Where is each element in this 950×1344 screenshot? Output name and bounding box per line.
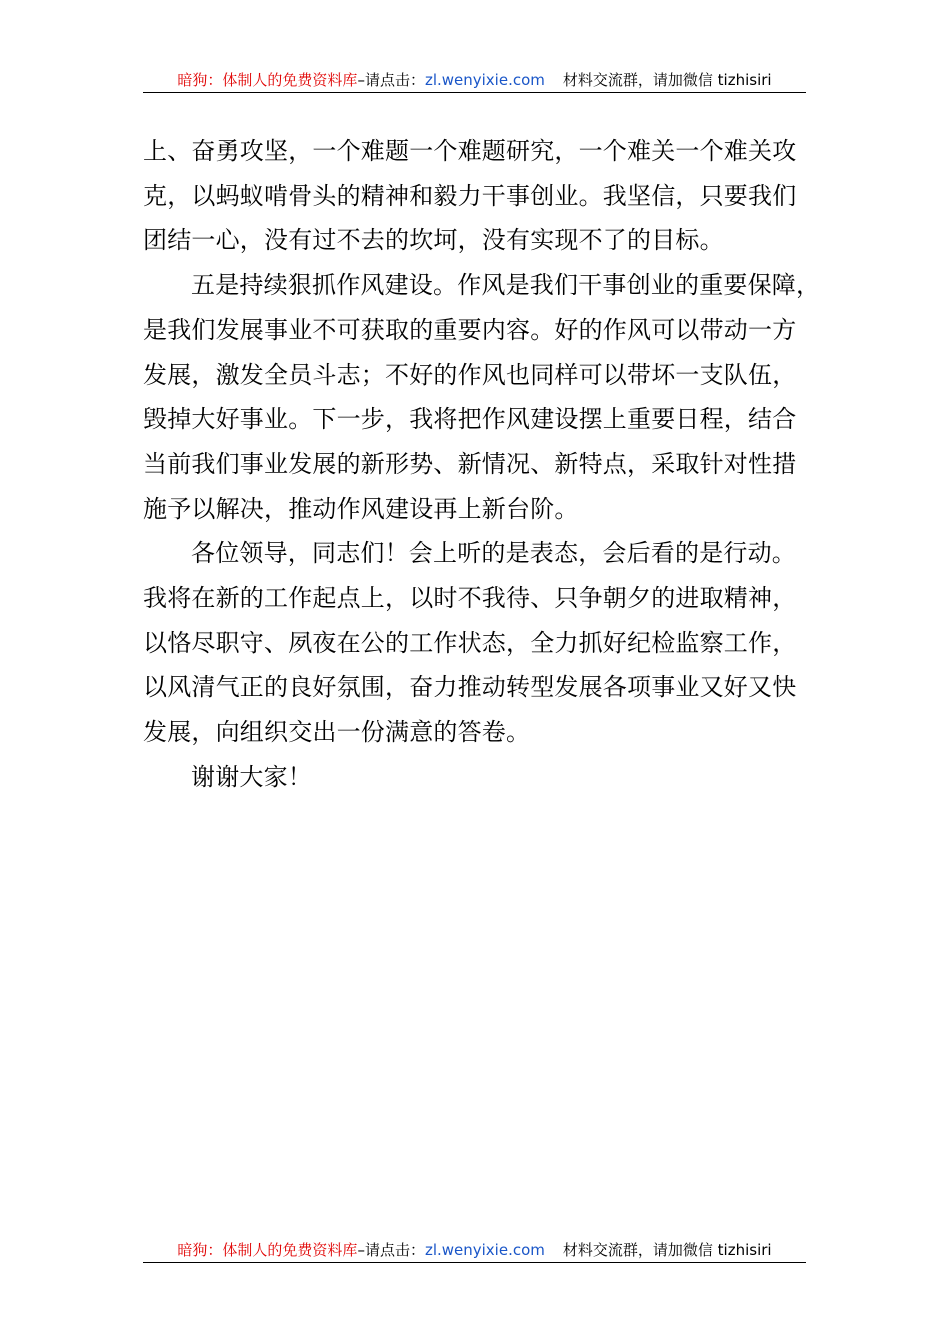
document-body — [143, 129, 821, 800]
header-contact: 材料交流群，请加微信 tizhisiri — [562, 71, 772, 89]
text-line: 团结一心，没有过不去的坎坷，没有实现不了的目标。 — [143, 226, 724, 255]
text-line: 五是持续狠抓作风建设。作风是我们干事创业的重要保障， — [191, 271, 821, 300]
text-line: 毁掉大好事业。下一步，我将把作风建设摆上重要日程，结合 — [143, 405, 797, 434]
text-line: 发展，向组织交出一份满意的答卷。 — [143, 718, 531, 747]
text-line: 发展，激发全员斗志；不好的作风也同样可以带坏一支队伍， — [143, 360, 797, 389]
text-line: 是我们发展事业不可获取的重要内容。好的作风可以带动一方 — [143, 315, 797, 344]
page-footer — [143, 1240, 806, 1263]
text-line: 当前我们事业发展的新形势、新情况、新特点，采取针对性措 — [143, 449, 797, 478]
text-line: 我将在新的工作起点上，以时不我待、只争朝夕的进取精神， — [143, 584, 797, 613]
footer-link[interactable]: zl.wenyixie.com — [424, 1241, 545, 1259]
text-line: 各位领导，同志们！会上听的是表态，会后看的是行动。 — [191, 539, 796, 568]
footer-brand: 暗狗：体制人的免费资料库 — [177, 1241, 358, 1259]
text-line: 上、奋勇攻坚，一个难题一个难题研究，一个难关一个难关攻 — [143, 137, 797, 165]
paragraph-3 — [143, 531, 813, 755]
paragraph-1 — [143, 129, 813, 263]
text-line: 以恪尽职守、夙夜在公的工作状态，全力抓好纪检监察工作， — [143, 628, 797, 657]
footer-separator: –请点击： — [357, 1241, 425, 1259]
text-line: 克，以蚂蚁啃骨头的精神和毅力干事创业。我坚信，只要我们 — [143, 181, 797, 210]
text-line: 谢谢大家！ — [191, 762, 312, 791]
footer-contact: 材料交流群，请加微信 tizhisiri — [562, 1241, 772, 1259]
header-brand: 暗狗：体制人的免费资料库 — [177, 71, 358, 89]
text-line: 以风清气正的良好氛围，奋力推动转型发展各项事业又好又快 — [143, 673, 797, 702]
header-separator: –请点击： — [357, 71, 425, 89]
text-line: 施予以解决，推动作风建设再上新台阶。 — [143, 494, 579, 523]
header-link[interactable]: zl.wenyixie.com — [424, 71, 545, 89]
paragraph-2 — [143, 263, 821, 531]
page-header — [143, 70, 806, 93]
paragraph-4 — [143, 755, 813, 800]
